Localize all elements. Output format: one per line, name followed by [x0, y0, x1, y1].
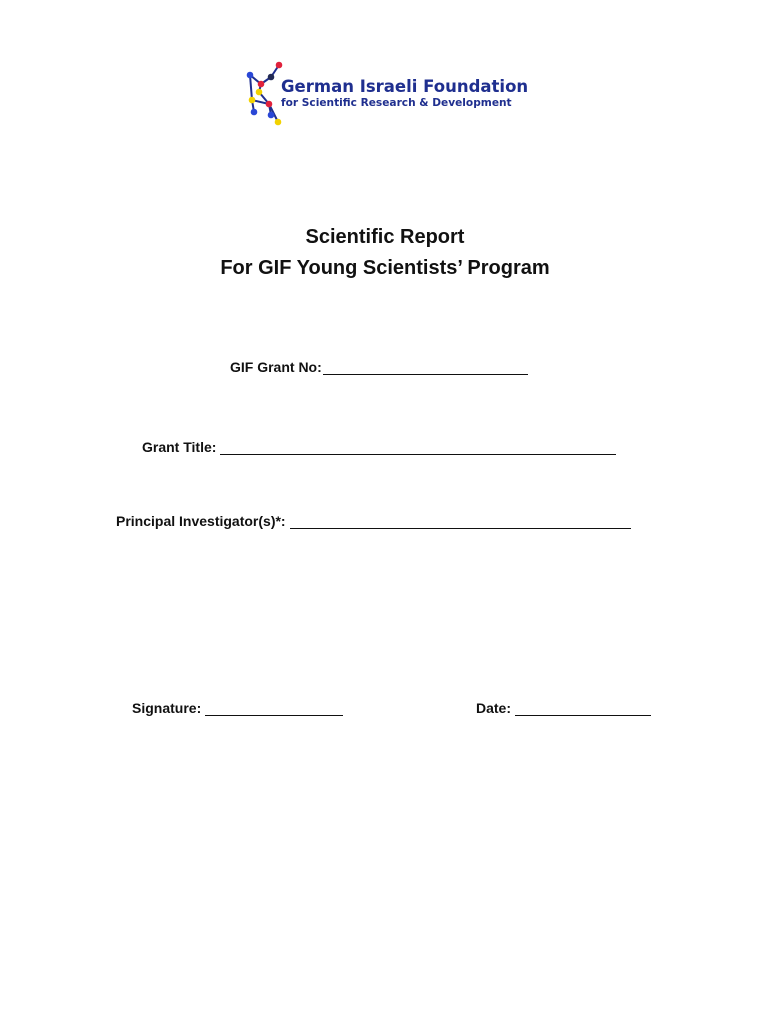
logo-title: German Israeli Foundation [281, 77, 529, 96]
principal-investigator-label: Principal Investigator(s)*: [116, 513, 286, 529]
date-blank[interactable] [515, 702, 651, 716]
grant-title-label: Grant Title: [142, 439, 217, 455]
grant-no-field [230, 359, 528, 375]
signature-field [132, 700, 343, 716]
grant-no-label: GIF Grant No: [230, 359, 322, 375]
principal-investigator-field [116, 513, 631, 529]
signature-label: Signature: [132, 700, 202, 716]
report-title [0, 222, 770, 284]
date-label: Date: [476, 700, 512, 716]
molecule-icon [244, 60, 284, 130]
gif-logo [244, 60, 544, 130]
principal-investigator-blank[interactable] [290, 515, 631, 529]
grant-no-blank[interactable] [323, 361, 528, 375]
grant-title-blank[interactable] [220, 441, 616, 455]
signature-blank[interactable] [205, 702, 343, 716]
date-field [476, 700, 651, 716]
report-title-line-1: Scientific Report [305, 226, 465, 248]
report-title-line-2: For GIF Young Scientists’ Program [220, 257, 550, 279]
logo-subtitle: for Scientific Research & Development [281, 97, 512, 109]
grant-title-field [142, 439, 616, 455]
